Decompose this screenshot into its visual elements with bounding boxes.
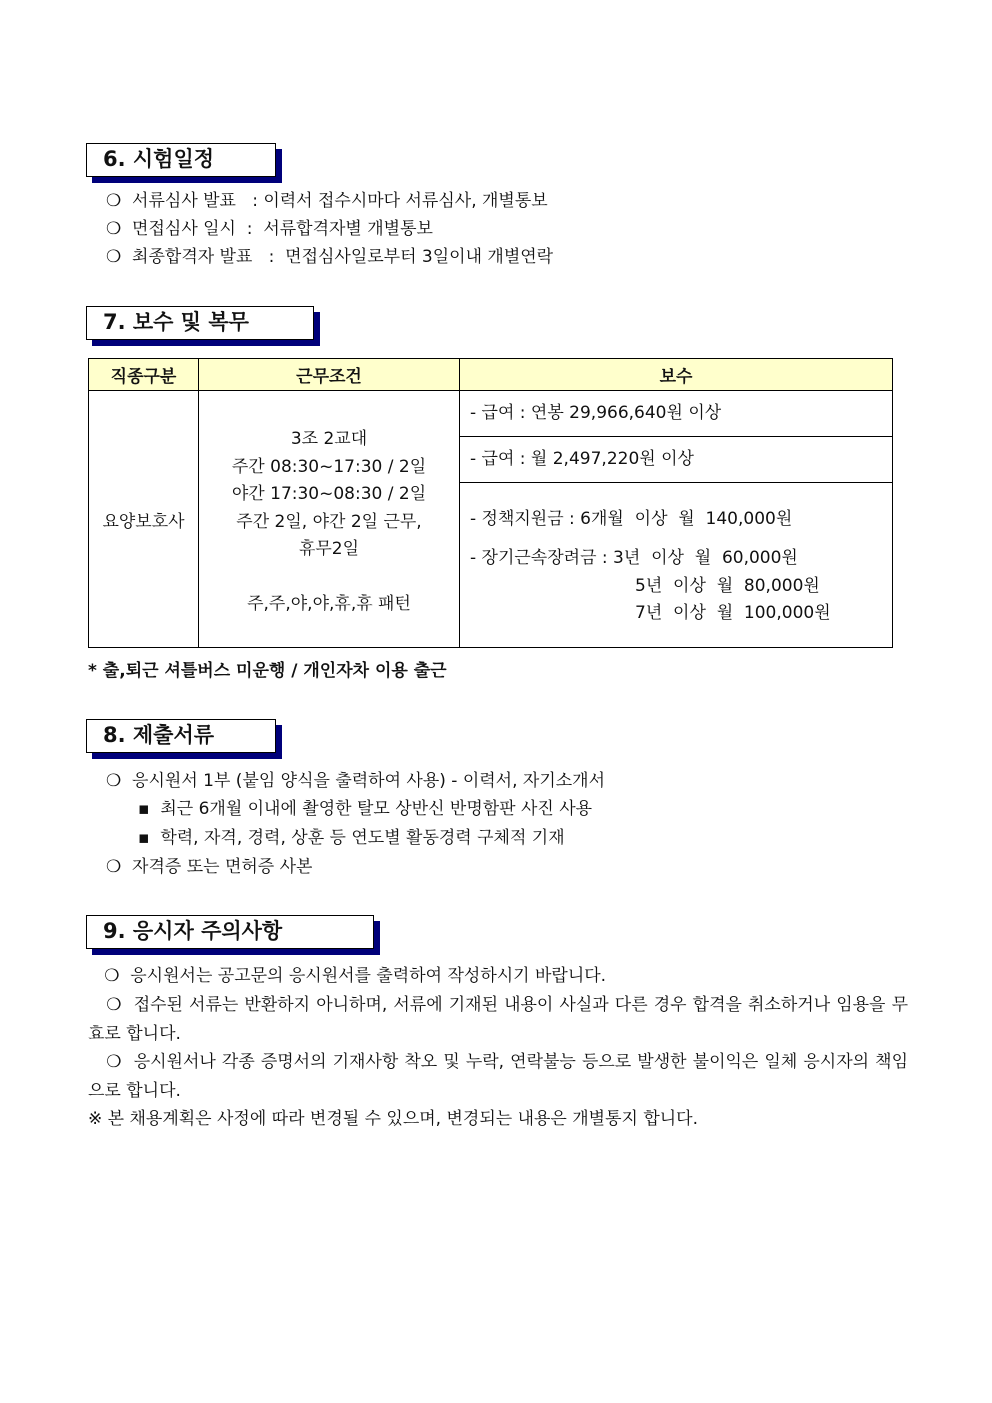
longterm-line: 5년 이상 월 80,000원 bbox=[635, 575, 820, 596]
schedule-item: ❍ 면접심사 일시 : 서류합격자별 개별통보 bbox=[106, 219, 433, 239]
condition-line: 야간 17:30~08:30 / 2일 bbox=[231, 484, 427, 504]
conditions-cell bbox=[199, 391, 460, 648]
header-conditions: 근무조건 bbox=[199, 359, 460, 391]
condition-line: 휴무2일 bbox=[298, 539, 360, 559]
notice-footnote: ※ 본 채용계획은 사정에 따라 변경될 수 있으며, 변경되는 내용은 개별통지 합니다. bbox=[88, 1109, 698, 1129]
header-job: 직종구분 bbox=[89, 359, 199, 391]
section-6-title: 6. 시험일정 bbox=[86, 143, 276, 177]
section-7-title: 7. 보수 및 복무 bbox=[86, 306, 314, 340]
longterm-line: - 장기근속장려금 : 3년 이상 월 60,000원 bbox=[470, 548, 798, 568]
condition-line: 주간 08:30~17:30 / 2일 bbox=[231, 456, 427, 477]
condition-line: 3조 2교대 bbox=[290, 429, 368, 449]
document-item: ❍ 자격증 또는 면허증 사본 bbox=[106, 857, 313, 877]
pay-annual-cell bbox=[460, 391, 893, 437]
notice-paragraph: ❍ 접수된 서류는 반환하지 아니하며, 서류에 기재된 내용이 사실과 다른 경우 합격을 취소하거나 임용을 무효로 합니다. bbox=[88, 995, 908, 1044]
job-cell: 요양보호사 bbox=[89, 391, 199, 648]
longterm-line: 7년 이상 월 100,000원 bbox=[635, 603, 831, 623]
header-pay: 보수 bbox=[460, 359, 893, 391]
schedule-item: ❍ 최종합격자 발표 : 면접심사일로부터 3일이내 개별연락 bbox=[106, 247, 554, 267]
pay-monthly: - 급여 : 월 2,497,220원 이상 bbox=[470, 449, 694, 469]
pay-table bbox=[88, 358, 893, 648]
section-9-title: 9. 응시자 주의사항 bbox=[86, 915, 374, 949]
document-subitem: ▪ 학력, 자격, 경력, 상훈 등 연도별 활동경력 구체적 기재 bbox=[138, 828, 565, 848]
pay-monthly-cell bbox=[460, 437, 893, 483]
notice-paragraph: ❍ 응시원서나 각종 증명서의 기재사항 착오 및 누락, 연락불능 등으로 발생한 불이익은 일체 응시자의 책임으로 합니다. bbox=[88, 1052, 908, 1101]
notice-paragraph: ❍ 응시원서는 공고문의 응시원서를 출력하여 작성하시기 바랍니다. bbox=[88, 966, 607, 986]
document-item: ❍ 응시원서 1부 (붙임 양식을 출력하여 사용) - 이력서, 자기소개서 bbox=[106, 771, 606, 791]
section-8-title: 8. 제출서류 bbox=[86, 719, 276, 753]
allowance-cell bbox=[460, 483, 893, 648]
allowance-line: - 정책지원금 : 6개월 이상 월 140,000원 bbox=[470, 509, 793, 529]
schedule-item: ❍ 서류심사 발표 : 이력서 접수시마다 서류심사, 개별통보 bbox=[106, 191, 548, 211]
condition-line: 주간 2일, 야간 2일 근무, bbox=[236, 511, 422, 532]
condition-line: 주,주,야,야,휴,휴 패턴 bbox=[247, 593, 411, 614]
commute-note: * 출,퇴근 셔틀버스 미운행 / 개인자차 이용 출근 bbox=[88, 661, 447, 681]
pay-annual: - 급여 : 연봉 29,966,640원 이상 bbox=[470, 403, 722, 423]
document-subitem: ▪ 최근 6개월 이내에 촬영한 탈모 상반신 반명함판 사진 사용 bbox=[138, 799, 593, 819]
